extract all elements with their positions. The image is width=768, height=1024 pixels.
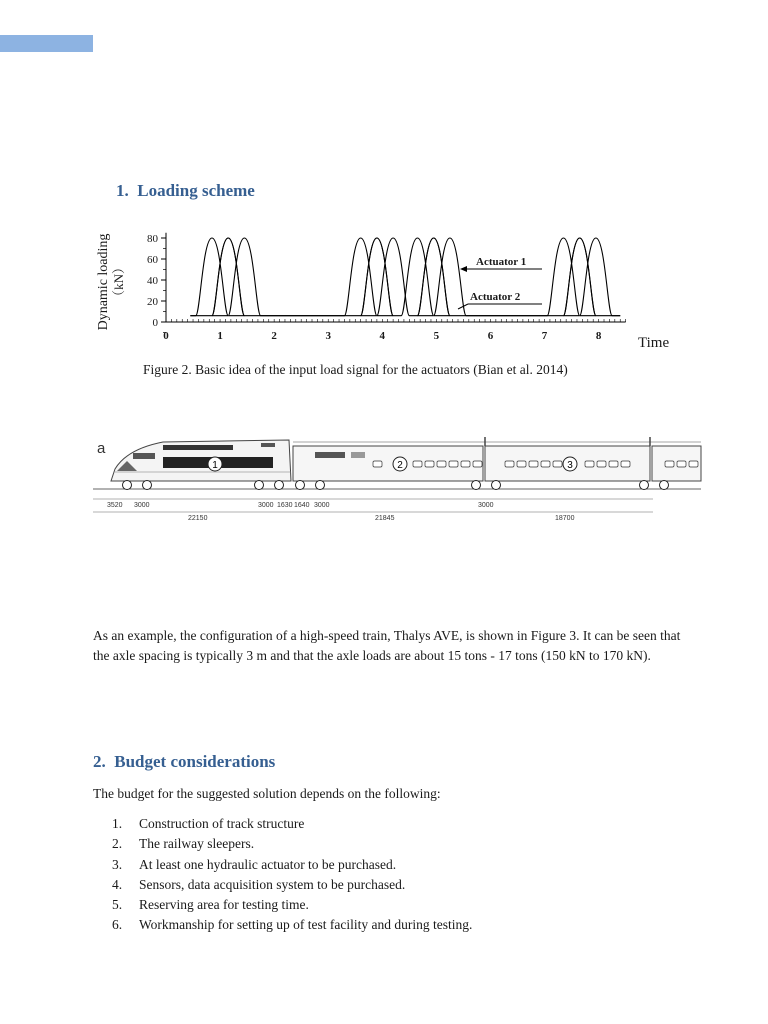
wheel	[316, 481, 325, 490]
section-title: Loading scheme	[137, 181, 255, 200]
window	[689, 461, 698, 467]
dim-label: 1630	[277, 502, 293, 509]
length-label: 21845	[375, 515, 395, 522]
panel-label: a	[97, 440, 106, 457]
y-tick-label: 0	[152, 317, 158, 329]
wheel	[640, 481, 649, 490]
list-item	[112, 855, 472, 875]
annotation-actuator-2: Actuator 2	[470, 291, 521, 303]
car-number-1: 1	[212, 460, 218, 471]
length-label: 22150	[188, 515, 208, 522]
window	[449, 461, 458, 467]
section-title: Budget considerations	[114, 752, 276, 771]
section-number: 2.	[93, 752, 106, 771]
wheel	[492, 481, 501, 490]
wheel	[472, 481, 481, 490]
figure-2-caption: Figure 2. Basic idea of the input load signal for the actuators (Bian et al. 2014)	[143, 362, 568, 377]
power-car-windshield	[133, 453, 155, 459]
window	[413, 461, 422, 467]
y-tick-label: 80	[147, 233, 158, 245]
section-number: 1.	[116, 181, 129, 200]
window	[473, 461, 482, 467]
x-axis-label: Time	[638, 335, 670, 351]
window	[621, 461, 630, 467]
series-line-2	[190, 238, 620, 316]
x-axis	[163, 319, 625, 342]
x-tick-label: 8	[595, 330, 602, 342]
car-length-labels	[188, 515, 575, 522]
dim-label: 3000	[134, 502, 150, 509]
list-item	[112, 895, 472, 915]
list-item	[112, 834, 472, 854]
window	[529, 461, 538, 467]
wheel	[123, 481, 132, 490]
dim-label: 1640	[294, 502, 310, 509]
list-item	[112, 875, 472, 895]
window	[437, 461, 446, 467]
y-tick-label: 60	[147, 254, 158, 266]
window	[461, 461, 470, 467]
window	[609, 461, 618, 467]
axle-dimension-labels	[107, 502, 494, 509]
window	[505, 461, 514, 467]
x-tick-label: 3	[325, 330, 331, 342]
list-item	[112, 814, 472, 834]
x-tick-label: 7	[541, 330, 548, 342]
window	[425, 461, 434, 467]
window	[677, 461, 686, 467]
annotation-actuator-1-arrowhead	[460, 266, 467, 272]
window	[553, 461, 562, 467]
list-item-text: The railway sleepers.	[139, 836, 255, 852]
dim-label: 3000	[478, 502, 494, 509]
length-label: 18700	[555, 515, 575, 522]
list-item-text: Reserving area for testing time.	[139, 897, 309, 913]
y-axis-label	[96, 234, 126, 331]
dim-label: 3000	[258, 502, 274, 509]
series-layer	[190, 238, 620, 316]
list-item-text: Construction of track structure	[139, 816, 305, 831]
y-axis	[147, 233, 166, 333]
wheel	[275, 481, 284, 490]
train-description-paragraph: As an example, the configuration of a high-speed train, Thalys AVE, is shown in Figure 3. It can be seen that the axle spacing is typically 3 m and that the axle loads are about 15 tons - 17 tons (150 kN to 170 kN).	[93, 628, 681, 663]
x-tick-label: 0	[163, 330, 169, 342]
budget-list	[112, 814, 472, 936]
list-item-text: Sensors, data acquisition system to be purchased.	[139, 876, 406, 892]
wheel	[660, 481, 669, 490]
window	[517, 461, 526, 467]
budget-intro: The budget for the suggested solution depends on the following:	[93, 786, 441, 801]
annotation-actuator-1: Actuator 1	[476, 256, 527, 268]
power-car-upper-windows	[163, 445, 233, 450]
window	[665, 461, 674, 467]
header-accent-bar	[0, 35, 93, 52]
car-number-2: 2	[397, 460, 403, 471]
y-axis-label-line1: Dynamic loading	[96, 233, 111, 331]
list-item-text: Workmanship for setting up of test facility and during testing.	[139, 917, 473, 933]
list-item-number: 1.	[112, 816, 123, 831]
wheel	[143, 481, 152, 490]
car-number-3: 3	[567, 460, 573, 471]
x-tick-label: 5	[433, 330, 440, 342]
list-item	[112, 915, 472, 935]
x-tick-label: 1	[217, 330, 223, 342]
list-item-number: 3.	[112, 856, 123, 872]
wheel	[255, 481, 264, 490]
window	[585, 461, 594, 467]
section-heading-loading	[116, 181, 255, 201]
y-axis-label-line2: （kN）	[111, 261, 126, 303]
list-item-number: 5.	[112, 897, 123, 913]
load-signal-chart	[90, 210, 690, 356]
train-configuration-figure	[93, 423, 703, 527]
y-tick-label: 40	[147, 275, 158, 287]
window	[541, 461, 550, 467]
window	[373, 461, 382, 467]
list-item-number: 2.	[112, 836, 123, 852]
list-item-number: 6.	[112, 917, 123, 933]
dim-label: 3520	[107, 502, 123, 509]
section-heading-budget	[93, 752, 275, 772]
x-tick-label: 2	[271, 330, 277, 342]
dim-label: 3000	[314, 502, 330, 509]
x-tick-label: 4	[379, 330, 386, 342]
list-item-text: At least one hydraulic actuator to be purchased.	[139, 856, 397, 872]
x-tick-label: 6	[487, 330, 494, 342]
y-tick-label: 20	[147, 296, 158, 308]
list-item-number: 4.	[112, 876, 123, 892]
wheel	[296, 481, 305, 490]
wheel-sets	[123, 481, 669, 490]
window	[597, 461, 606, 467]
